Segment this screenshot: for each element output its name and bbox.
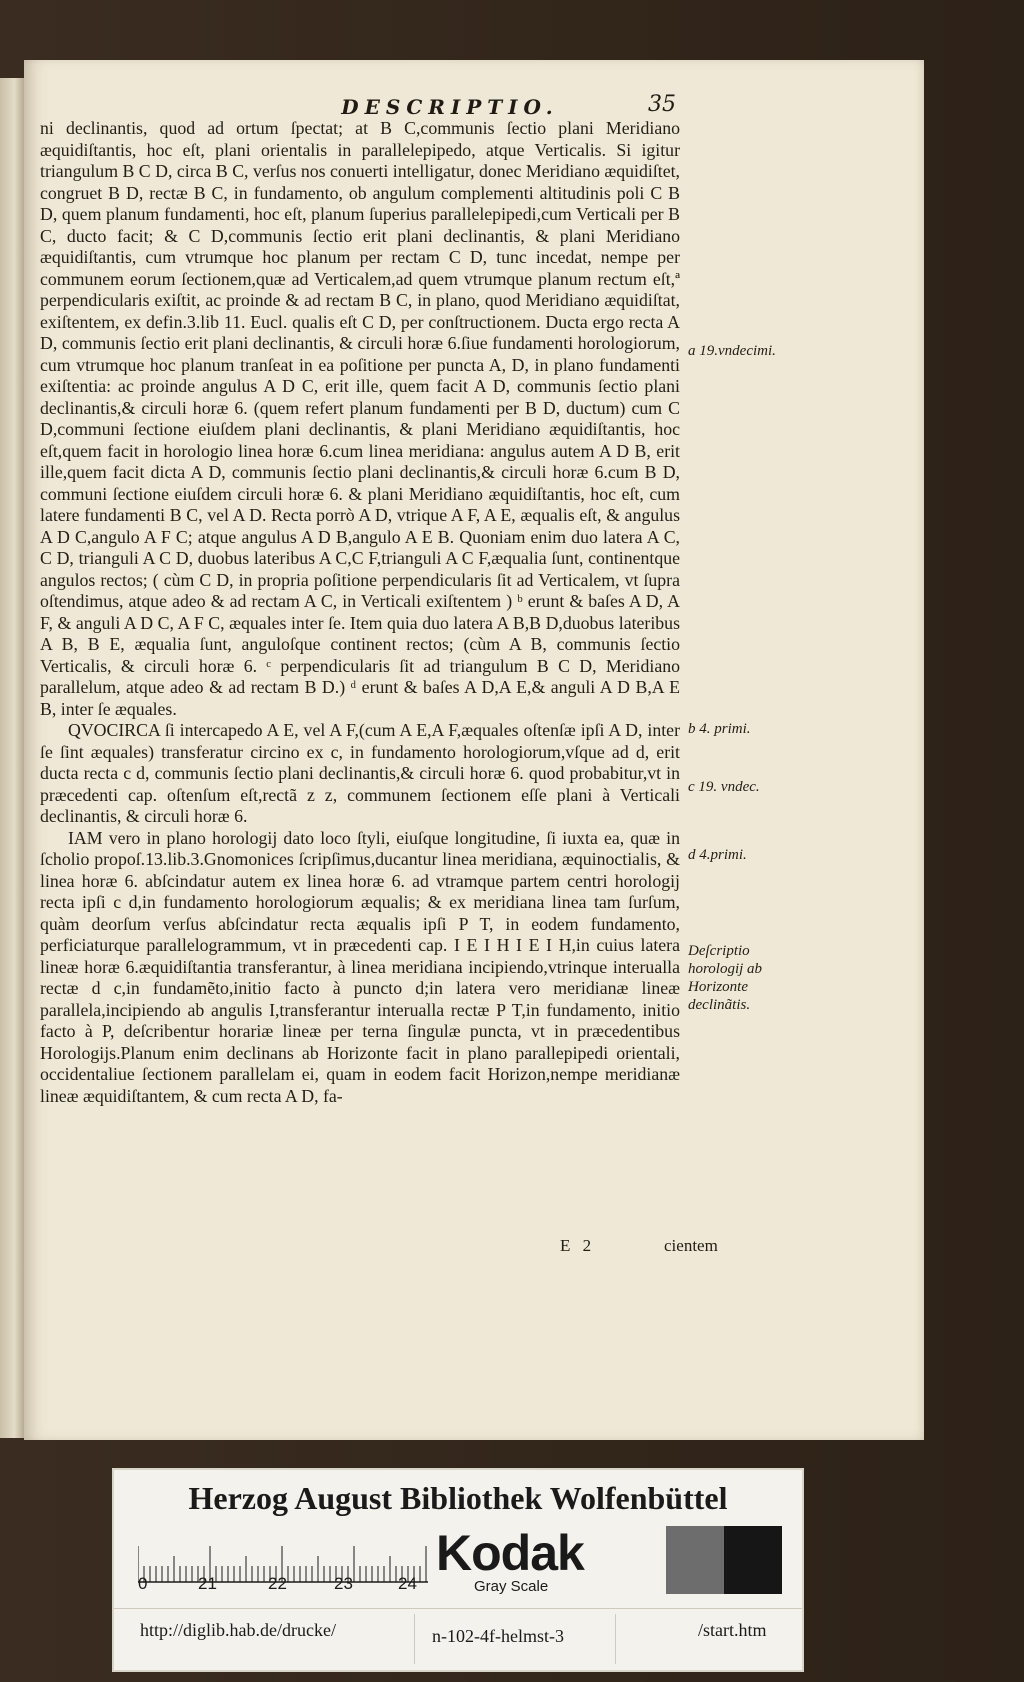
- margin-note-descriptio: Deſcriptio horologij ab Horizonte declinãtis.: [688, 943, 763, 1013]
- margin-note-a: a 19.vndecimi.: [688, 343, 776, 359]
- margin-note-d: d 4.primi.: [688, 847, 747, 863]
- paragraph-2: QVOCIRCA ſi intercapedo A E, vel A F,(cum A E,A F,æquales oſtenſæ ipſi A D, inter ſe ſint æquales) transferatur circino ex c, in fundamento horologiorum,vſque ad d, erit ducta recta c d, communis ſectio plani declinantis,& circuli horæ 6. quod probabitur,vt in præcedenti cap. oſtenſum eſt,rectã z z, communem ſectionem eſſe plani à Verticali declinantis, & circuli horæ 6.: [40, 720, 680, 826]
- signature-mark: E 2: [560, 1236, 596, 1255]
- paragraph-1: ni declinantis, quod ad ortum ſpectat; at B C,communis ſectio plani Meridiano æquidiſtantis, hoc eſt, plani orientalis in parallelepipedo, atque Verticalis. Si igitur triangulum B C D, circa B C, verſus nos conuerti intelligatur, donec Meridiano æquidiſtet, congruet B D, rectæ B C, in fundamento, ob angulum complementi altitudinis poli C B D, quem planum fundamenti, hoc eſt, planum ſuperius parallelepipedi,cum Verticali per B C, ducto facit; & C D,communis ſectio erit plani declinantis, & plani Meridiano æquidiſtantis, cum vtrumque hoc planum per rectam C D, tunc incedat, nempe per communem eorum ſectionem,quæ ad Verticalem,ad quem vtrumque planum rectum eſt,ª perpendicularis exiſtit, ac proinde & ad rectam B C, in plano, quod Meridiano æquidiſtat, exiſtentem, ex defin.3.lib 11. Eucl. qualis eſt C D, per conſtructionem. Ducta ergo recta A D, communis ſectio erit plani declinantis, & circuli horæ 6.ſiue fundamenti horologiorum, cum vtrumque hoc planum tranſeat in ea poſitione per puncta A, D, in plano fundamenti exiſtentia: ac proinde angulus A D C, erit ille, quem facit A D, communis ſectio plani declinantis,& circuli horæ 6. (quem refert planum fundamenti per B D, ductum) cum C D,communi ſectione eiuſdem plani declinantis, & plani Meridiano æquidiſtantis, hoc eſt,quem facit in horologio linea horæ 6.cum linea meridiana: angulus autem A D B, erit ille,quem facit dicta A D, communis ſectio plani declinantis,& circuli horæ 6.cum B D, communi ſectione eiuſdem circuli horæ 6. & plani Meridiano æquidiſtantis, hoc eſt, cum latere fundamenti B C, vel A D. Recta porrò A D, vtrique A F, A E, æqualis eſt, & angulus A D C,angulo A F C; atque angulus A D B,angulo A E B. Quoniam enim duo latera A C, C D, trianguli A C D, duobus lateribus A C,C F,trianguli A C F,æqualia ſunt, continentque angulos rectos; ( cùm C D, in propria poſitione perpendicularis ſit ad Verticalem, vt ſupra oſtendimus, atque adeo & ad rectam A C, in Verticali exiſtentem ) ᵇ erunt & baſes A D, A F, & anguli A D C, A F C, æquales inter ſe. Item quia duo latera A B,B D,duobus lateribus A B, B E, æqualia ſunt, anguloſque continent rectos; (cùm A B, communis ſectio Verticalis, & circuli horæ 6. ᶜ perpendicularis ſit ad triangulum B C D, Meridiano parallelum, atque adeo & ad rectam B D.) ᵈ erunt & baſes A D,A E,& anguli A D B,A E B, inter ſe æquales.: [40, 118, 680, 719]
- margin-note-c: c 19. vndec.: [688, 779, 760, 795]
- kodak-logo: Kodak: [436, 1525, 584, 1581]
- ruler-numbers: [138, 1574, 428, 1598]
- card-divider: [114, 1608, 802, 1609]
- gray-swatch-dark: [724, 1526, 782, 1594]
- paragraph-3: IAM vero in plano horologij dato loco ſtyli, eiuſque longitudine, ſi iuxta ea, quæ in ſcholio propoſ.13.lib.3.Gnomonices ſcripſimus,ducantur linea meridiana, æquinoctialis, & linea horæ 6. abſcindatur autem ex linea horæ 6. ad vtramque partem centri horologij recta ipſi c d,in fundamento horologiorum æqualis; & ex meridiana linea tam ſurſum, quàm deorſum verſus abſcindatur recta æqualis ipſi P T, in eodem fundamento, perficiaturque parallelogrammum, vt in præcedenti cap. I E I H I E I H,in cuius latera lineæ horæ 6.æquidiſtantia transferantur, à linea meridiana incipiendo,vtrinque interualla rectæ d c,in fundamẽto,initio facto à puncto d;in latera vero meridianæ lineæ parallela,incipiendo ab angulis I,transferantur interualla rectæ P T,in fundamento, initio facto à P, deſcribentur horariæ lineæ per terna ſingulæ puncta, vt in præcedentibus Horologijs.Planum enim declinans ab Horizonte facit in plano parallepipedi orientali, occidentaliue ſectionem parallelam ei, quam in eodem facit Horizon,nempe meridianæ lineæ æquidiſtantem, & cum recta A D, fa-: [40, 827, 680, 1106]
- url-left: http://diglib.hab.de/drucke/: [140, 1620, 336, 1640]
- library-name: Herzog August Bibliothek Wolfenbüttel: [188, 1480, 728, 1516]
- ruler-number: 0: [138, 1574, 148, 1593]
- page-number: 35: [648, 92, 676, 117]
- url-mid: n-102-4f-helmst-3: [432, 1626, 564, 1646]
- gray-scale-label: Gray Scale: [474, 1578, 549, 1595]
- gray-swatch-mid: [666, 1526, 724, 1594]
- margin-note-b: b 4. primi.: [688, 721, 751, 737]
- kodak-gray-scale-card: [112, 1468, 804, 1672]
- ruler-number: 21: [198, 1574, 217, 1593]
- previous-page-edge: [0, 78, 24, 1438]
- body-text: [40, 118, 680, 1248]
- running-head: DESCRIPTIO.: [341, 95, 559, 119]
- ruler-number: 22: [268, 1574, 287, 1593]
- ruler-number: 23: [334, 1574, 353, 1593]
- ruler-number: 24: [398, 1574, 417, 1593]
- catchword: cientem: [664, 1236, 718, 1255]
- url-right: /start.htm: [698, 1620, 767, 1640]
- margin-notes: [688, 300, 778, 1300]
